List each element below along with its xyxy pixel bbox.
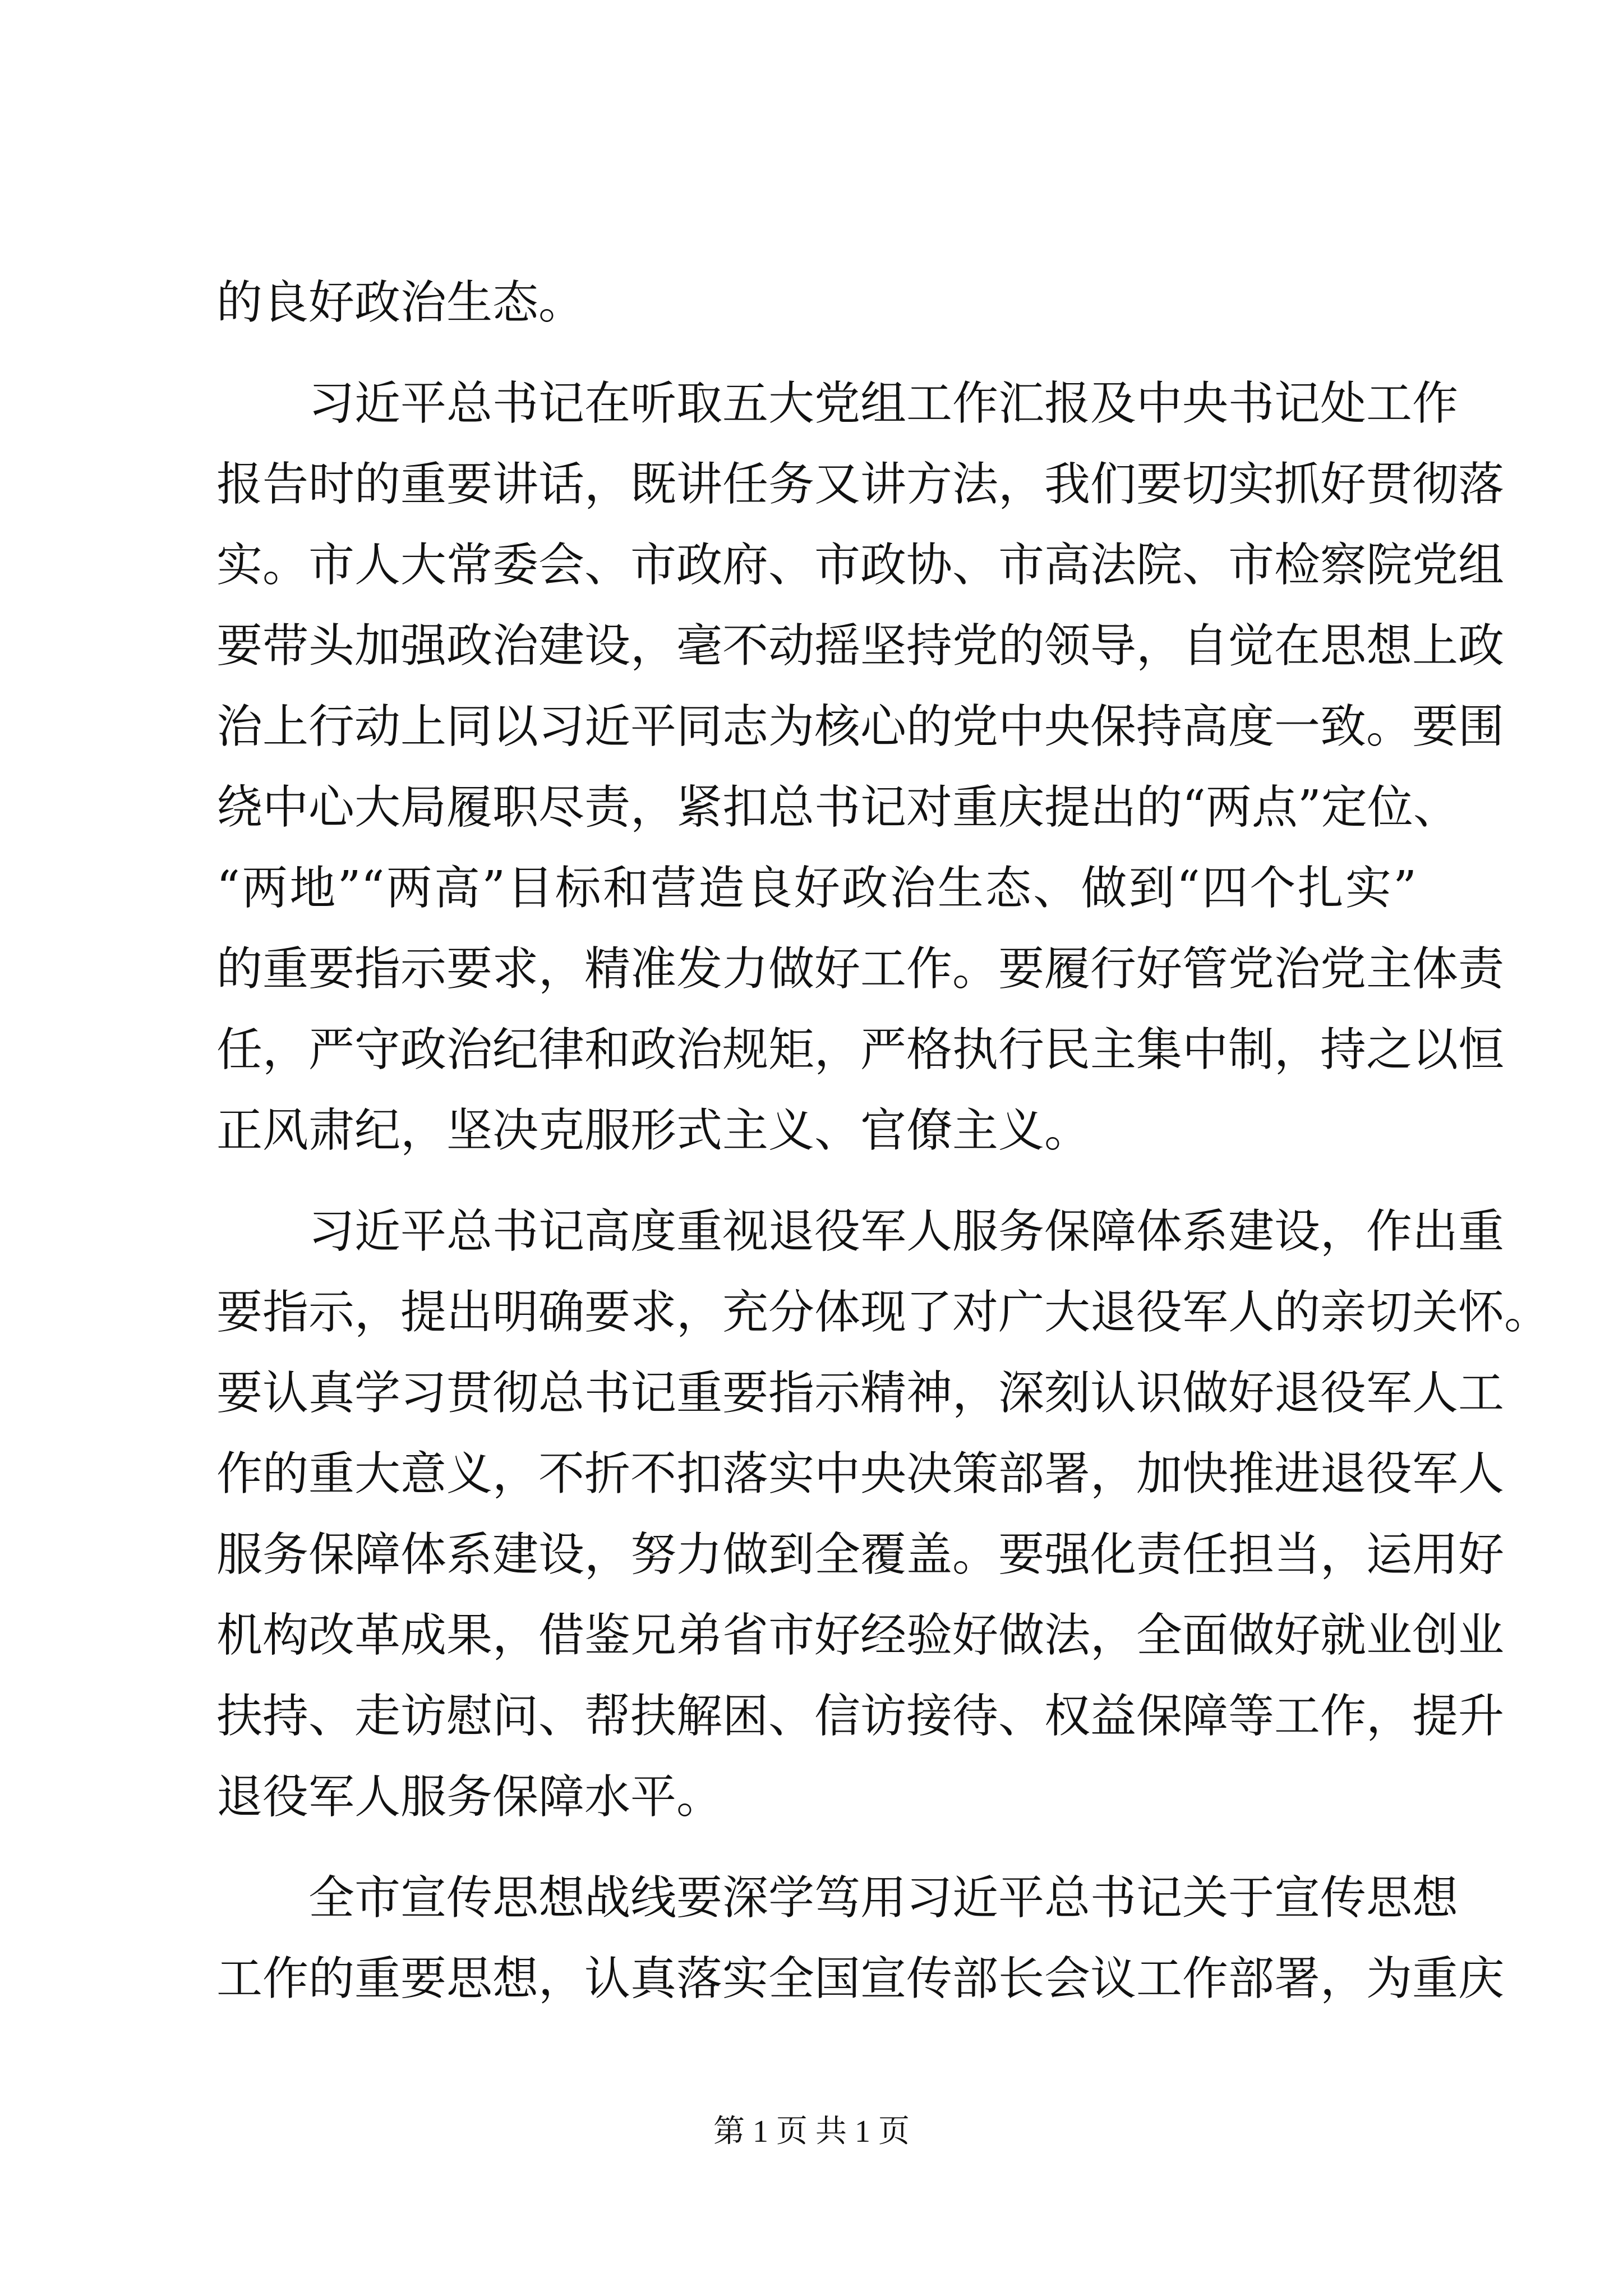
paragraph-line: 要带头加强政治建设，毫不动摇坚持党的领导，自觉在思想上政 [216,619,1505,673]
page-number-label: 第 1 页 共 1 页 [713,2114,910,2149]
paragraph-line: 习近平总书记在听取五大党组工作汇报及中央书记处工作 [308,377,1459,430]
paragraph-line: 要指示，提出明确要求，充分体现了对广大退役军人的亲切关怀。 [216,1286,1551,1339]
paragraph-line: 治上行动上同以习近平同志为核心的党中央保持高度一致。要围 [216,700,1505,753]
paragraph-line: 的重要指示要求，精准发力做好工作。要履行好管党治党主体责 [216,942,1505,996]
paragraph-line: 退役军人服务保障水平。 [216,1770,723,1824]
paragraph-line: 作的重大意义，不折不扣落实中央决策部署，加快推进退役军人 [216,1447,1505,1501]
page-footer [0,2109,1623,2154]
paragraph-line: 工作的重要思想，认真落实全国宣传部长会议工作部署，为重庆 [216,1952,1505,2005]
paragraph-gap [216,343,1417,364]
paragraph-line: 绕中心大局履职尽责，紧扣总书记对重庆提出的“两点”定位、 [216,781,1459,834]
paragraph-line: 的良好政治生态。 [216,276,585,329]
paragraph-line: 要认真学习贯彻总书记重要指示精神，深刻认识做好退役军人工 [216,1366,1505,1420]
paragraph-line: 任，严守政治纪律和政治规矩，严格执行民主集中制，持之以恒 [216,1023,1505,1076]
paragraph-line: 全市宣传思想战线要深学笃用习近平总书记关于宣传思想 [308,1871,1459,1925]
paragraph-line: 扶持、走访慰问、帮扶解困、信访接待、权益保障等工作，提升 [216,1690,1505,1743]
paragraph-line: 服务保障体系建设，努力做到全覆盖。要强化责任担当，运用好 [216,1528,1505,1581]
paragraph-gap [216,1171,1417,1191]
paragraph-line: 习近平总书记高度重视退役军人服务保障体系建设，作出重 [308,1205,1505,1258]
document-body [216,263,1551,2019]
paragraph-line: 报告时的重要讲话，既讲任务又讲方法，我们要切实抓好贯彻落 [216,458,1505,511]
paragraph-line: “两地”“两高”目标和营造良好政治生态、做到“四个扎实” [216,862,1417,915]
paragraph-line: 实。市人大常委会、市政府、市政协、市高法院、市检察院党组 [216,539,1505,592]
paragraph-line: 正风肃纪，坚决克服形式主义、官僚主义。 [216,1104,1091,1157]
paragraph-gap [216,1838,1417,1858]
paragraph-line: 机构改革成果，借鉴兄弟省市好经验好做法，全面做好就业创业 [216,1609,1505,1662]
